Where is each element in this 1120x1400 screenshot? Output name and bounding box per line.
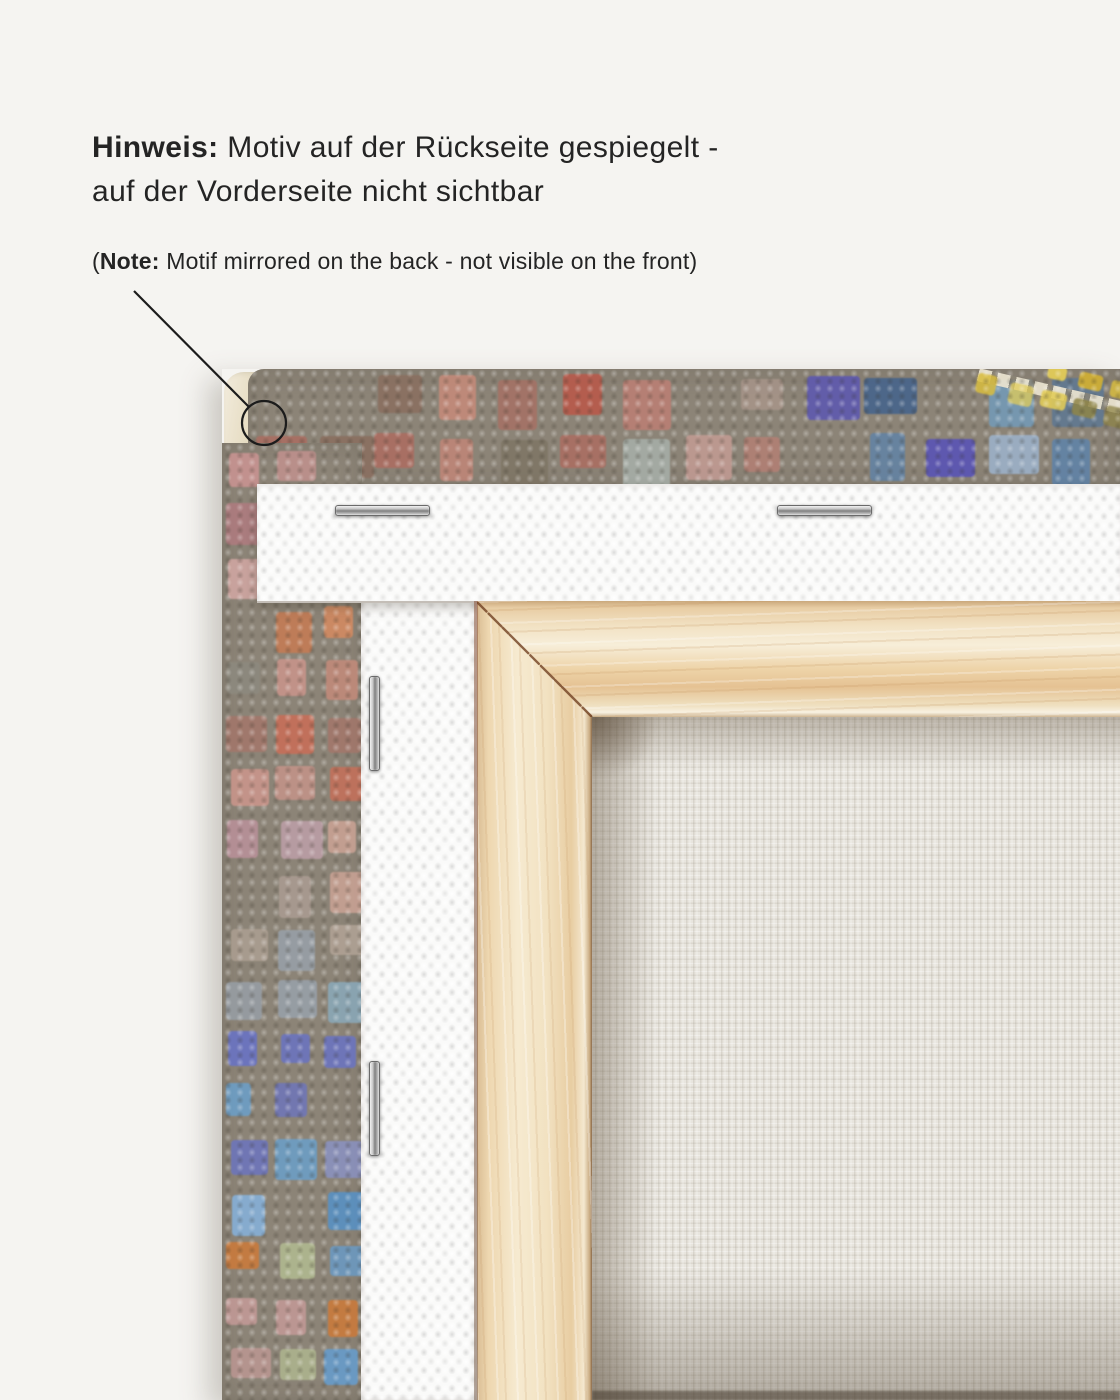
motif-tile (741, 379, 783, 409)
artwork-accent-band (971, 369, 1120, 439)
motif-tile (864, 378, 917, 414)
raw-canvas-interior (560, 655, 1120, 1400)
motif-tile (226, 1298, 257, 1326)
staple-left-upper (369, 676, 380, 771)
motif-tile (328, 982, 362, 1023)
motif-tile (501, 440, 548, 486)
gap-line-fold-wood (474, 601, 478, 1400)
stretcher-bar-left (477, 601, 592, 1400)
motif-tile (1103, 405, 1120, 430)
motif-tile (280, 1349, 316, 1380)
motif-tile (623, 439, 670, 487)
motif-tile (328, 1192, 362, 1230)
motif-tile (989, 435, 1040, 473)
motif-tile (226, 1242, 259, 1269)
note-german-line2: auf der Vorderseite nicht sichtbar (92, 175, 545, 208)
motif-tile (278, 930, 315, 971)
canvas-fold-top (257, 484, 1120, 603)
motif-tile (623, 380, 671, 429)
motif-tile (1109, 380, 1120, 402)
motif-tile (926, 439, 975, 476)
motif-tile (1071, 397, 1098, 419)
motif-tile (560, 435, 605, 468)
motif-tile (278, 980, 317, 1017)
motif-tile (276, 715, 314, 754)
motif-tile (325, 1141, 362, 1178)
motif-tile (277, 451, 316, 481)
note-english-label: Note: (99, 248, 160, 274)
motif-tile (330, 925, 362, 955)
motif-tile (280, 1243, 315, 1279)
motif-tile (328, 1300, 358, 1338)
motif-tile (227, 662, 259, 695)
motif-tile (276, 612, 312, 653)
motif-tile (229, 453, 259, 487)
motif-tile (275, 766, 315, 800)
motif-tile (324, 606, 354, 637)
motif-tile (277, 659, 305, 696)
motif-tile (231, 1348, 271, 1378)
motif-tile (378, 375, 422, 413)
motif-tile (328, 821, 356, 853)
note-german-label: Hinweis: (92, 131, 219, 164)
motif-tile (279, 876, 312, 918)
motif-tile (330, 1246, 362, 1276)
motif-tile (324, 1036, 356, 1069)
motif-tile (231, 769, 269, 807)
motif-tile (328, 718, 361, 753)
note-english-rest: Motif mirrored on the back - not visible on the front) (159, 248, 698, 274)
motif-tile (686, 435, 732, 481)
motif-tile (226, 982, 261, 1019)
motif-tile (324, 1349, 358, 1386)
motif-tile (1046, 369, 1067, 382)
motif-tile (227, 820, 258, 857)
note-german-line1: Motiv auf der Rückseite gespiegelt - (218, 131, 719, 164)
motif-tile (275, 1139, 316, 1180)
motif-tile (226, 1083, 252, 1116)
motif-tile (744, 437, 781, 472)
motif-tile (281, 821, 323, 859)
motif-tile (1039, 389, 1068, 412)
motif-tile (870, 433, 905, 481)
motif-tile (439, 375, 475, 420)
motif-tile (330, 872, 362, 913)
staple-left-lower (369, 1061, 380, 1156)
printed-edge-top (248, 369, 1120, 487)
motif-tile (1007, 382, 1035, 407)
motif-tile (974, 372, 999, 396)
note-german (92, 126, 719, 214)
motif-tile (807, 376, 861, 420)
motif-tile (231, 929, 268, 961)
motif-tile (281, 1034, 311, 1063)
motif-tile (563, 374, 602, 415)
motif-tile (226, 503, 261, 545)
motif-tile (232, 1195, 264, 1237)
motif-tile (1052, 439, 1091, 486)
motif-tile (326, 660, 359, 700)
staple-top-left (335, 505, 430, 516)
note-english-open: ( (92, 248, 100, 274)
staple-top-right (777, 505, 872, 516)
motif-tile (276, 1300, 306, 1334)
motif-tile (226, 716, 267, 751)
canvas-fold-left (361, 492, 477, 1400)
motif-tile (231, 1140, 268, 1175)
motif-tile (498, 380, 538, 430)
motif-tile (330, 767, 362, 801)
motif-tile (228, 1031, 256, 1066)
note-english (92, 246, 697, 276)
artwork-accent-tiles (971, 369, 1120, 439)
motif-tile (440, 439, 473, 481)
motif-tile (374, 433, 414, 468)
motif-tile (1077, 371, 1104, 392)
motif-tile (275, 1083, 307, 1117)
